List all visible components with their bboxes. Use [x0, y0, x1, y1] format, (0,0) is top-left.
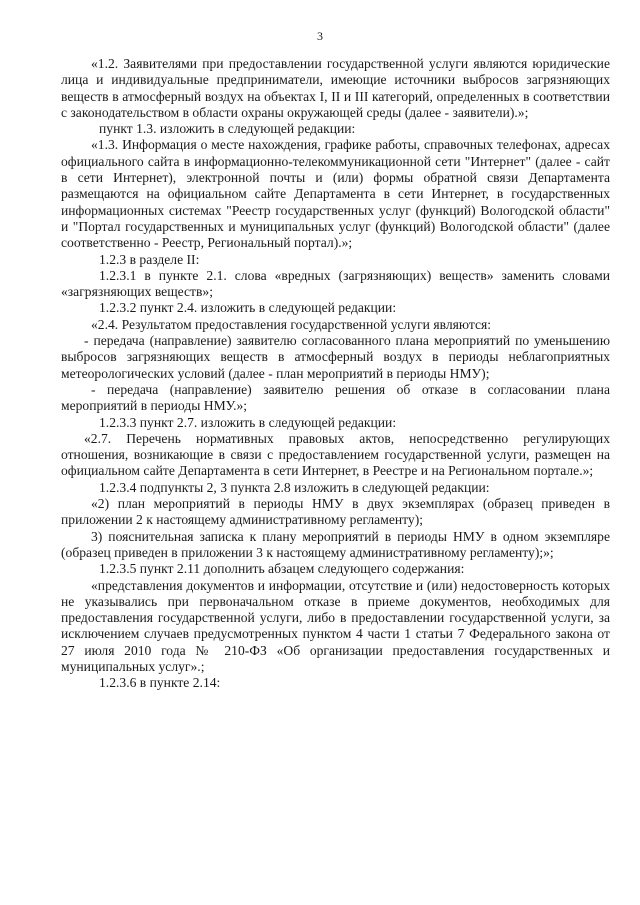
paragraph-subitem-2-plan: «2) план мероприятий в периоды НМУ в двух экземплярах (образец приведен в приложении 2 к настоящему административному регламенту); — [61, 496, 610, 528]
paragraph-result-item-refusal: - передача (направление) заявителю решения об отказе в согласовании плана мероприятий в периоды НМУ.»; — [61, 381, 610, 414]
page-number: 3 — [317, 29, 323, 43]
paragraph-1-2-3-2: 1.2.3.2 пункт 2.4. изложить в следующей редакции: — [99, 300, 397, 316]
paragraph-item-1-3-instruction: пункт 1.3. изложить в следующей редакции: — [99, 121, 356, 137]
paragraph-2-11-addition: «представления документов и информации, отсутствие и (или) недостоверность которых не указывались при первоначальном отказе в приеме документов, необходимых для предоставления государственной услуги, либо в предоставлении государственной услуги, за исключением случаев предусмотренных пунктом 4 части 1 статьи 7 Федерального закона от 27 июля 2010 года № 210-ФЗ «Об организации предоставления государственных и муниципальных услуг».; — [61, 577, 610, 674]
paragraph-1-2-applicants: «1.2. Заявителями при предоставлении государственной услуги являются юридические лица и индивидуальные предприниматели, имеющие источники выбросов загрязняющих веществ в атмосферный воздух на объектах I, II и III категорий, определенных в соответствии с законодательством в области охраны окружающей среды (далее - заявители).»; — [61, 56, 610, 120]
paragraph-2-4-result: «2.4. Результатом предоставления государственной услуги являются: — [91, 316, 492, 332]
paragraph-1-2-3-section-2: 1.2.3 в разделе II: — [99, 251, 200, 267]
paragraph-1-2-3-4: 1.2.3.4 подпункты 2, 3 пункта 2.8 изложить в следующей редакции: — [99, 479, 490, 495]
paragraph-1-2-3-3: 1.2.3.3 пункт 2.7. изложить в следующей редакции: — [99, 414, 397, 430]
paragraph-2-7-legal-acts: «2.7. Перечень нормативных правовых актов, непосредственно регулирующих отношения, возникающие в связи с предоставлением государственной услуги, размещен на официальном сайте Департамента в сети Интернет, в Реестре и на Региональном портале.»; — [61, 430, 610, 479]
paragraph-1-2-3-1: 1.2.3.1 в пункте 2.1. слова «вредных (загрязняющих) веществ» заменить словами «загрязняющих веществ»; — [61, 267, 610, 300]
paragraph-result-item-plan: - передача (направление) заявителю согласованного плана мероприятий по уменьшению выбросов загрязняющих веществ в атмосферный воздух в периоды неблагоприятных метеорологических условий (далее - план мероприятий в периоды НМУ); — [61, 333, 610, 381]
document-body — [61, 56, 610, 692]
paragraph-subitem-3-note: 3) пояснительная записка к плану мероприятий в периоды НМУ в одном экземпляре (образец приведен в приложении 3 к настоящему административному регламенту);»; — [61, 528, 610, 560]
paragraph-1-2-3-5: 1.2.3.5 пункт 2.11 дополнить абзацем следующего содержания: — [99, 561, 465, 577]
paragraph-1-2-3-6: 1.2.3.6 в пункте 2.14: — [99, 675, 221, 691]
paragraph-1-3-information: «1.3. Информация о месте нахождения, графике работы, справочных телефонах, адресах официального сайта в информационно-телекоммуникационной сети "Интернет" (далее - сайт в сети Интернет), электронной почты и (или) формы обратной связи Департамента размещаются на официальном сайте Департамента в сети Интернет, в государственных информационных системах "Реестр государственных услуг (функций) Вологодской области" и "Портал государственных и муниципальных услуг (функций) Вологодской области" (далее соответственно - Реестр, Региональный портал).»; — [61, 137, 610, 251]
